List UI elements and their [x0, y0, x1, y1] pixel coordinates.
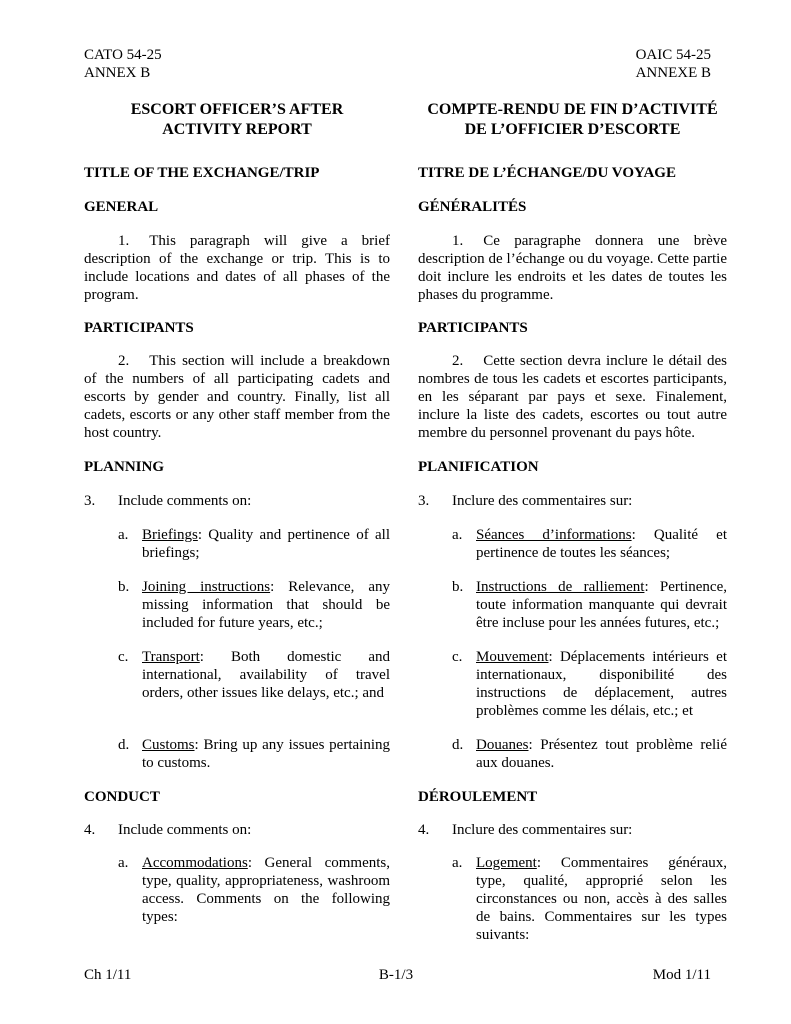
- english-item-4a: [84, 854, 390, 926]
- header-left: [84, 46, 162, 82]
- french-item-3b: [418, 578, 727, 632]
- english-paragraph-3: [84, 492, 390, 510]
- item-term: Customs: [142, 737, 195, 753]
- english-paragraph-1: [84, 232, 390, 304]
- item-letter: a.: [118, 527, 129, 543]
- french-subtitle: TITRE DE L’ÉCHANGE/DU VOYAGE: [418, 165, 676, 181]
- item-term: Logement: [476, 855, 537, 871]
- item-letter: d.: [118, 737, 130, 753]
- header-right-line2: ANNEXE B: [635, 65, 711, 81]
- french-paragraph-3: [418, 492, 727, 510]
- french-participants-heading: PARTICIPANTS: [418, 320, 528, 336]
- french-conduct-heading: DÉROULEMENT: [418, 789, 538, 805]
- paragraph-text: Inclure des commentaires sur:: [452, 822, 633, 838]
- english-conduct-heading: CONDUCT: [84, 789, 160, 805]
- item-text: : Both domestic and international, availability of travel orders, other issues like delays, etc.; and: [142, 649, 390, 701]
- english-subtitle: TITLE OF THE EXCHANGE/TRIP: [84, 165, 320, 181]
- paragraph-number: 4.: [84, 822, 96, 838]
- item-letter: c.: [118, 649, 129, 665]
- french-paragraph-1: [418, 232, 727, 304]
- item-text: : Qualité et pertinence de toutes les séances;: [476, 527, 727, 561]
- paragraph-number: 3.: [84, 493, 96, 509]
- header-left-line2: ANNEX B: [84, 65, 151, 81]
- paragraph-text: Inclure des commentaires sur:: [452, 493, 633, 509]
- french-general-heading: GÉNÉRALITÉS: [418, 199, 527, 215]
- item-letter: d.: [452, 737, 464, 753]
- paragraph-number: 3.: [418, 493, 430, 509]
- french-paragraph-2: [418, 352, 727, 442]
- paragraph-text: Ce paragraphe donnera une brève description de l’échange ou du voyage. Cette partie doit inclure les endroits et les dates de toutes les phases du programme.: [418, 233, 727, 303]
- item-term: Accommodations: [142, 855, 248, 871]
- paragraph-number: 4.: [418, 822, 430, 838]
- item-term: Joining instructions: [142, 579, 271, 595]
- header-right-line1: OAIC 54-25: [635, 47, 711, 63]
- english-general-heading: GENERAL: [84, 199, 159, 215]
- item-term: Briefings: [142, 527, 198, 543]
- english-paragraph-2: [84, 352, 390, 442]
- english-title-line1: ESCORT OFFICER’S AFTER: [130, 101, 344, 118]
- item-term: Instructions de ralliement: [476, 579, 645, 595]
- english-planning-heading: PLANNING: [84, 459, 165, 475]
- item-term: Douanes: [476, 737, 529, 753]
- paragraph-text: Cette section devra inclure le détail des nombres de tous les cadets et escortes participants, en les séparant par pays et sexe. Finalement, inclure la liste des cadets, escortes ou tout autre membre du personnel provenant du pays hôte.: [418, 353, 727, 441]
- paragraph-number: 1.: [118, 233, 130, 249]
- item-text: : Relevance, any missing information that should be included for future years, etc.;: [142, 579, 390, 631]
- item-letter: b.: [452, 579, 464, 595]
- english-title: [84, 100, 390, 140]
- english-paragraph-4: [84, 821, 390, 839]
- french-item-3a: [418, 526, 727, 562]
- french-item-3c: [418, 648, 727, 720]
- header-left-line1: CATO 54-25: [84, 47, 162, 63]
- header-right: [636, 46, 711, 82]
- french-item-3d: [418, 736, 727, 772]
- item-text: : Bring up any issues pertaining to customs.: [142, 737, 390, 771]
- paragraph-text: Include comments on:: [118, 822, 252, 838]
- paragraph-text: This section will include a breakdown of the numbers of all participating cadets and escorts by gender and country. Finally, list all cadets, escorts or any other staff member from the host country.: [84, 353, 390, 441]
- item-term: Transport: [142, 649, 200, 665]
- english-participants-heading: PARTICIPANTS: [84, 320, 194, 336]
- french-title-line1: COMPTE-RENDU DE FIN D’ACTIVITÉ: [427, 101, 718, 118]
- item-text: : Quality and pertinence of all briefings;: [142, 527, 390, 561]
- item-letter: a.: [118, 855, 129, 871]
- paragraph-text: This paragraph will give a brief description of the exchange or trip. This is to include locations and dates of all phases of the program.: [84, 233, 390, 303]
- english-title-line2: ACTIVITY REPORT: [162, 121, 312, 138]
- item-letter: a.: [452, 527, 463, 543]
- paragraph-number: 1.: [452, 233, 464, 249]
- item-text: : General comments, type, quality, appropriateness, washroom access. Comments on the following types:: [142, 855, 390, 925]
- item-text: : Présentez tout problème relié aux douanes.: [476, 737, 727, 771]
- item-text: : Déplacements intérieurs et internationaux, disponibilité des instructions de déplacement, autres problèmes comme les délais, etc.; et: [476, 649, 727, 719]
- footer-left: Ch 1/11: [84, 967, 132, 983]
- english-item-3a: [84, 526, 390, 562]
- item-text: : Commentaires généraux, type, qualité, approprié selon les circonstances ou non, accès à des salles de bains. Commentaires sur les types suivants:: [476, 855, 727, 943]
- french-title: [418, 100, 727, 140]
- item-letter: a.: [452, 855, 463, 871]
- item-term: Séances d’informations: [476, 527, 632, 543]
- item-text: : Pertinence, toute information manquante qui devrait être incluse pour les années futures, etc.;: [476, 579, 727, 631]
- paragraph-number: 2.: [118, 353, 130, 369]
- english-item-3b: [84, 578, 390, 632]
- english-item-3c: [84, 648, 390, 702]
- item-letter: c.: [452, 649, 463, 665]
- french-item-4a: [418, 854, 727, 944]
- paragraph-number: 2.: [452, 353, 464, 369]
- french-title-line2: DE L’OFFICIER D’ESCORTE: [464, 121, 681, 138]
- english-item-3d: [84, 736, 390, 772]
- french-paragraph-4: [418, 821, 727, 839]
- item-term: Mouvement: [476, 649, 549, 665]
- item-letter: b.: [118, 579, 130, 595]
- paragraph-text: Include comments on:: [118, 493, 252, 509]
- french-planning-heading: PLANIFICATION: [418, 459, 539, 475]
- footer-page-number: B-1/3: [378, 967, 414, 983]
- footer-right: Mod 1/11: [652, 967, 711, 983]
